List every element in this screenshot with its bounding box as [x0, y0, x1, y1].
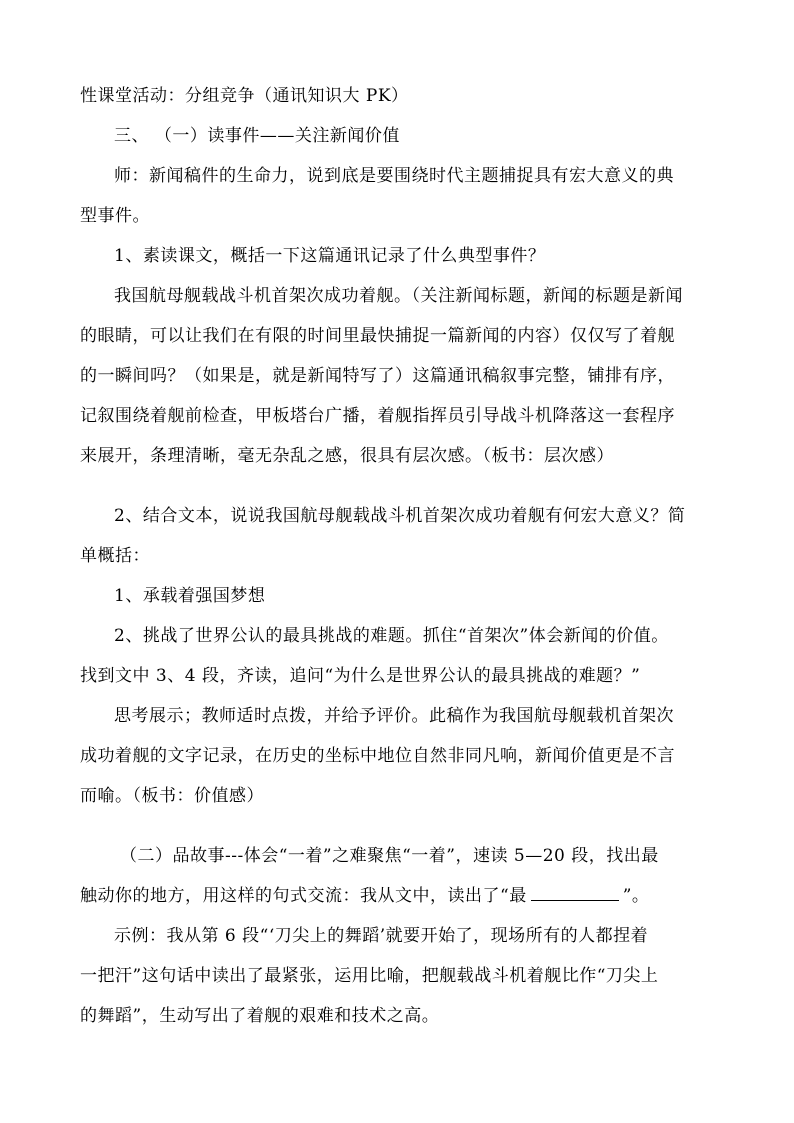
example-line: 示例：我从第 6 段“‘刀尖上的舞蹈’就要开始了，现场所有的人都捏着	[114, 926, 649, 946]
text-line: 来展开，条理清晰，毫无杂乱之感，很具有层次感。（板书：层次感）	[80, 446, 614, 466]
section-heading: （二）品故事---体会“一着”之难聚焦“一着”，速读 5—20 段，找出最	[120, 846, 659, 866]
text-line: 而喻。（板书：价值感）	[80, 786, 264, 806]
question-line: 2、结合文本，说说我国航母舰载战斗机首架次成功着舰有何宏大意义？简	[114, 506, 686, 526]
text-line: 单概括：	[80, 546, 150, 566]
text-line: 成功着舰的文字记录，在历史的坐标中地位自然非同凡响，新闻价值更是不言	[80, 746, 675, 766]
text-line: 型事件。	[80, 206, 150, 226]
list-item: 1、承载着强国梦想	[114, 586, 266, 606]
text-line: 性课堂活动：分组竞争（通讯知识大 PK）	[80, 86, 409, 106]
text-line: 的眼睛，可以让我们在有限的时间里最快捕捉一篇新闻的内容）仅仅写了着舰	[80, 326, 675, 346]
text-line: 师：新闻稿件的生命力，说到底是要围绕时代主题捕捉具有宏大意义的典	[114, 166, 674, 186]
fill-in-line	[80, 880, 649, 912]
text-line: 找到文中 3、4 段，齐读，追问“为什么是世界公认的最具挑战的难题？”	[80, 666, 641, 686]
text-line: 我国航母舰载战斗机首架次成功着舰。（关注新闻标题，新闻的标题是新闻	[114, 286, 683, 306]
fill-in-blank	[531, 882, 619, 901]
fill-in-suffix: ”。	[622, 886, 650, 906]
text-line: 的一瞬间吗？（如果是，就是新闻特写了）这篇通讯稿叙事完整，铺排有序，	[80, 366, 675, 386]
text-line: 的舞蹈”，生动写出了着舰的艰难和技术之高。	[80, 1006, 440, 1026]
question-line: 1、素读课文，概括一下这篇通讯记录了什么典型事件？	[114, 246, 546, 266]
list-item: 2、挑战了世界公认的最具挑战的难题。抓住“首架次”体会新闻的价值。	[114, 626, 669, 646]
section-heading: 三、 （一）读事件——关注新闻价值	[114, 126, 400, 146]
text-line: 记叙围绕着舰前检查，甲板塔台广播，着舰指挥员引导战斗机降落这一套程序	[80, 406, 675, 426]
fill-in-prefix: 触动你的地方，用这样的句式交流：我从文中，读出了“最	[80, 886, 527, 906]
text-line: 思考展示；教师适时点拨，并给予评价。此稿作为我国航母舰载机首架次	[114, 706, 674, 726]
text-line: 一把汗”这句话中读出了最紧张，运用比喻，把舰载战斗机着舰比作“刀尖上	[80, 966, 659, 986]
